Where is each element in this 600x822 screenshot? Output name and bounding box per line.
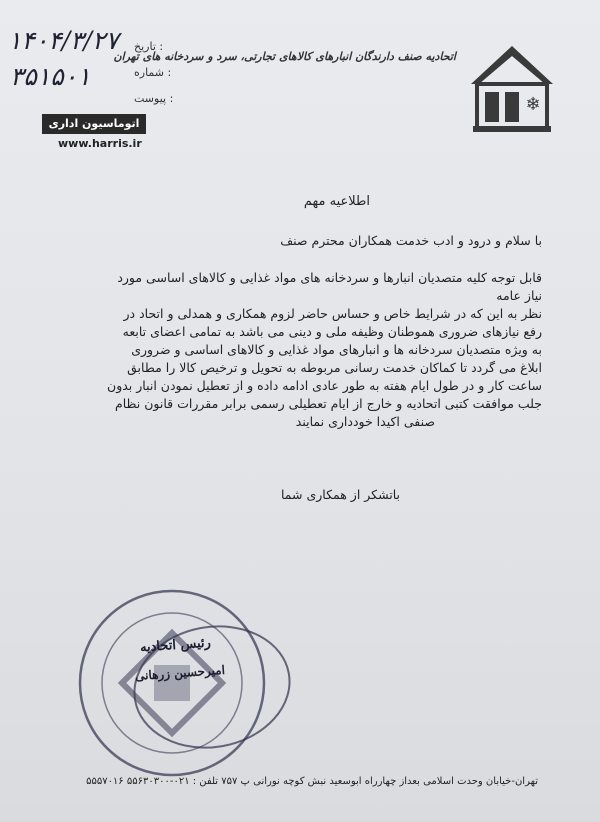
number-handwritten: ۳۵۱۵۰۱ — [10, 62, 91, 91]
body-line: نیاز عامه — [496, 288, 542, 303]
signature-title: رئیس اتحادیه — [139, 635, 212, 656]
svg-text:❄: ❄ — [525, 94, 541, 115]
body-line: نظر به این که در شرایط خاص و حساس حاضر لزوم همکاری و همدلی و اتحاد در — [123, 306, 542, 321]
body-line: ساعت کار و در طول ایام هفته به طور عادی ادامه داده و از تعطیل نمودن انبار بدون — [107, 378, 542, 393]
footer-address: تهران-خیابان وحدت اسلامی بعداز چهارراه ابوسعید نبش کوچه نورانی پ ۷۵۷ تلفن : ۰۲۱-۵۵۶۳۰۳۰۰ ۵۵۵۷۰۱۶ — [86, 776, 538, 787]
attachment-label: پیوست : — [134, 92, 174, 105]
signature-name: امیرحسین زرهانی — [134, 662, 226, 684]
closing-line: باتشکر از همکاری شما — [280, 487, 400, 502]
automation-badge: اتوماسیون اداری — [42, 114, 146, 134]
notice-title: اطلاعیه مهم — [303, 194, 370, 209]
body-line: به ویژه متصدیان سردخانه ها و انبارهای مواد غذایی و کالاهای اساسی و ضروری — [131, 342, 542, 357]
body-line: ابلاغ می گردد تا کماکان خدمت رسانی مربوطه به تحویل و ترخیص کالا را مطابق — [127, 360, 542, 375]
website-link[interactable]: www.harris.ir — [58, 137, 142, 150]
date-handwritten: ۱۴۰۴/۳/۲۷ — [8, 26, 119, 55]
date-label: تاریخ : — [134, 40, 164, 53]
body-line: رفع نیازهای ضروری هموطنان وظیفه ملی و دینی می باشد به تمامی اعضای تابعه — [122, 324, 542, 339]
number-label: شماره : — [134, 66, 172, 79]
union-logo-icon — [463, 38, 561, 136]
body-line: صنفی اکیدا خودداری نمایند — [295, 414, 435, 429]
body-line: جلب موافقت کتبی اتحادیه و خارج از ایام تعطیلی رسمی برابر مقررات قانون نظام — [114, 396, 542, 411]
organization-name: اتحادیه صنف دارندگان انبارهای کالاهای تجارتی، سرد و سردخانه های تهران — [113, 50, 456, 63]
body-line: قابل توجه کلیه متصدیان انبارها و سردخانه های مواد غذایی و کالاهای اساسی مورد — [117, 270, 542, 285]
greeting-line: با سلام و درود و ادب خدمت همکاران محترم صنف — [280, 233, 542, 248]
